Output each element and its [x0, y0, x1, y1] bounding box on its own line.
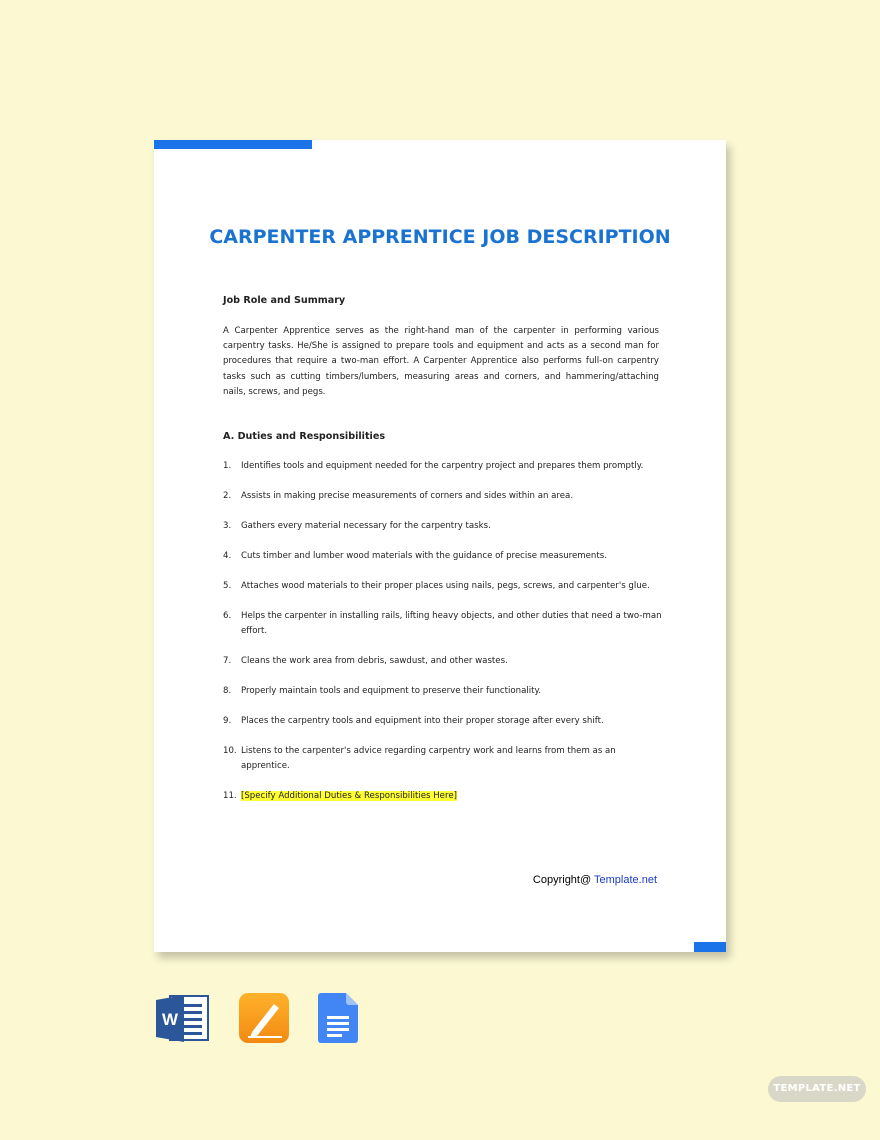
duty-number: 3.	[223, 521, 232, 531]
svg-text:W: W	[161, 1010, 179, 1029]
duty-number: 9.	[223, 716, 232, 727]
duty-number: 7.	[223, 656, 232, 667]
duty-text: Assists in making precise measurements of corners and sides within an area.	[241, 491, 574, 501]
duty-item	[223, 654, 663, 669]
duty-item	[223, 714, 663, 729]
duty-item	[223, 744, 663, 774]
duty-number: 2.	[223, 491, 232, 501]
duty-item	[223, 519, 663, 534]
duty-text: Properly maintain tools and equipment to preserve their functionality.	[241, 686, 542, 697]
duties-heading: A. Duties and Responsibilities	[223, 431, 386, 442]
duty-number: 6.	[223, 611, 232, 621]
duty-number: 5.	[223, 581, 232, 591]
top-accent-bar	[154, 140, 312, 149]
document-page	[154, 140, 726, 952]
duty-text: Helps the carpenter in installing rails, lifting heavy objects, and other duties that need a two-man effort.	[241, 611, 662, 637]
copyright-prefix: Copyright@	[532, 874, 595, 886]
duty-item	[223, 789, 663, 804]
template-net-watermark: TEMPLATE.NET	[768, 1076, 866, 1102]
document-title: CARPENTER APPRENTICE JOB DESCRIPTION	[209, 226, 671, 248]
duty-text: Cuts timber and lumber wood materials with the guidance of precise measurements.	[241, 551, 607, 561]
duty-text: Gathers every material necessary for the carpentry tasks.	[241, 521, 491, 531]
pages-icon[interactable]	[238, 992, 290, 1049]
placeholder-highlight: [Specify Additional Duties & Responsibilities Here]	[241, 791, 457, 802]
duty-text: Places the carpentry tools and equipment into their proper storage after every shift.	[241, 716, 604, 727]
duty-text	[241, 789, 663, 804]
copyright-notice	[533, 874, 657, 886]
duty-number: 10.	[223, 746, 237, 757]
duty-number: 11.	[223, 791, 237, 802]
duty-text: Identifies tools and equipment needed for the carpentry project and prepares them promptly.	[241, 461, 644, 471]
bottom-accent-bar	[694, 942, 726, 952]
summary-heading: Job Role and Summary	[223, 295, 346, 306]
duty-item	[223, 459, 663, 474]
duty-text: Listens to the carpenter's advice regarding carpentry work and learns from them as an apprentice.	[241, 746, 616, 772]
duty-number: 4.	[223, 551, 232, 561]
duty-text: Cleans the work area from debris, sawdust, and other wastes.	[241, 656, 508, 667]
summary-paragraph: A Carpenter Apprentice serves as the right-hand man of the carpenter in performing various carpentry tasks. He/She is assigned to prepare tools and equipment and acts as a second man for procedures that require a two-man effort. A Carpenter Apprentice also performs full-on carpentry tasks such as cutting timbers/lumbers, measuring areas and corners, and hammering/attaching nails, screws, and pegs.	[223, 326, 659, 397]
duty-number: 8.	[223, 686, 232, 697]
duty-item	[223, 489, 663, 504]
duty-item	[223, 684, 663, 699]
word-icon[interactable]	[154, 992, 212, 1049]
copyright-link[interactable]: Template.net	[594, 874, 657, 886]
duty-text: Attaches wood materials to their proper places using nails, pegs, screws, and carpenter's glue.	[241, 581, 650, 591]
duty-item	[223, 549, 663, 564]
duties-list	[223, 459, 663, 819]
duty-number: 1.	[223, 461, 232, 471]
duty-item	[223, 609, 663, 639]
google-docs-icon[interactable]	[318, 992, 360, 1049]
duty-item	[223, 579, 663, 594]
